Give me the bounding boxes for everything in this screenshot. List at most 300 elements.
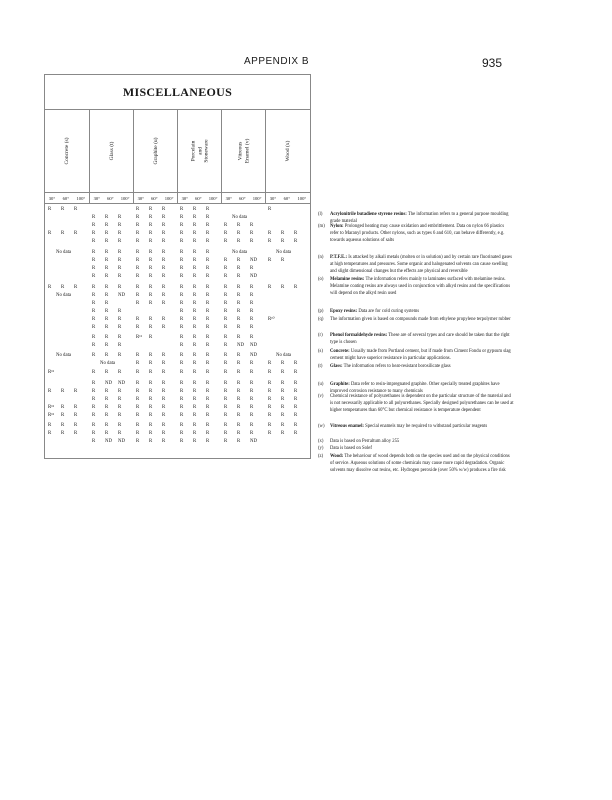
table-cell: R bbox=[92, 293, 96, 298]
table-cell: R bbox=[180, 423, 184, 428]
footnote-key: (t) bbox=[318, 364, 323, 369]
table-cell: R bbox=[193, 215, 197, 220]
table-row bbox=[45, 223, 310, 231]
table-cell: R bbox=[180, 293, 184, 298]
table-cell: R bbox=[193, 397, 197, 402]
table-cell: R bbox=[224, 381, 228, 386]
table-cell: R bbox=[237, 231, 241, 236]
table-cell: R bbox=[162, 381, 166, 386]
temperature-label: 30° bbox=[269, 195, 277, 201]
table-cell: ND bbox=[118, 439, 125, 444]
table-cell: R bbox=[250, 223, 254, 228]
table-cell: R bbox=[294, 285, 298, 290]
temperature-label: 100° bbox=[297, 195, 307, 201]
table-cell: R bbox=[149, 439, 153, 444]
table-cell: R bbox=[105, 405, 109, 410]
table-cell: R bbox=[193, 413, 197, 418]
temperature-label: 60° bbox=[62, 195, 70, 201]
table-cell: R bbox=[250, 381, 254, 386]
table-row bbox=[45, 405, 310, 413]
table-cell: R bbox=[281, 239, 285, 244]
table-cell: R bbox=[105, 370, 109, 375]
table-cell: R bbox=[162, 293, 166, 298]
table-cell: R bbox=[136, 239, 140, 244]
footnote-term: Epoxy resins: bbox=[330, 309, 358, 314]
footnote-term: Graphite: bbox=[330, 382, 350, 387]
table-cell: R¹³ bbox=[48, 413, 55, 418]
footnote bbox=[318, 423, 514, 430]
table-cell: R bbox=[74, 231, 78, 236]
table-cell: R bbox=[206, 266, 210, 271]
no-data-cell: No data bbox=[56, 353, 72, 358]
table-cell: R bbox=[250, 405, 254, 410]
table-body bbox=[45, 204, 310, 458]
table-cell: R bbox=[237, 239, 241, 244]
table-cell: R bbox=[281, 413, 285, 418]
table-cell: R bbox=[224, 301, 228, 306]
table-cell: ND bbox=[105, 439, 112, 444]
table-cell: R bbox=[250, 309, 254, 314]
table-cell: R bbox=[294, 423, 298, 428]
footnote bbox=[318, 223, 514, 245]
table-cell: R bbox=[105, 285, 109, 290]
table-cell: R bbox=[237, 223, 241, 228]
table-cell: R bbox=[237, 431, 241, 436]
temperature-group bbox=[134, 193, 178, 203]
footnote-body: Data refer to resin-impregnated graphite. Other specially treated graphites have improved corrosion resistance to many chemicals bbox=[330, 382, 500, 395]
table-cell: R bbox=[92, 413, 96, 418]
table-cell: R bbox=[180, 274, 184, 279]
table-cell: R bbox=[193, 231, 197, 236]
table-cell: R bbox=[250, 361, 254, 366]
table-cell: R bbox=[149, 215, 153, 220]
table-cell: R bbox=[193, 431, 197, 436]
table-cell: R bbox=[118, 274, 122, 279]
table-cell: R bbox=[268, 239, 272, 244]
footnote-key: (x) bbox=[318, 439, 324, 444]
footnote-key: (y) bbox=[318, 446, 324, 451]
footnote bbox=[318, 393, 514, 415]
table-cell: R bbox=[206, 381, 210, 386]
table-cell: R bbox=[149, 370, 153, 375]
table-cell: R bbox=[162, 250, 166, 255]
table-cell: R bbox=[136, 266, 140, 271]
column-header: Graphite (u) bbox=[134, 110, 178, 192]
table-cell: R bbox=[206, 405, 210, 410]
table-cell: R bbox=[118, 423, 122, 428]
table-cell: R bbox=[105, 397, 109, 402]
table-cell: R bbox=[268, 389, 272, 394]
table-cell: R bbox=[92, 266, 96, 271]
table-cell: R bbox=[149, 389, 153, 394]
table-cell: R bbox=[92, 353, 96, 358]
table-cell: ND bbox=[118, 293, 125, 298]
table-cell: R bbox=[193, 258, 197, 263]
table-cell: R bbox=[118, 215, 122, 220]
temperature-label: 100° bbox=[208, 195, 218, 201]
table-cell: R bbox=[105, 325, 109, 330]
table-row bbox=[45, 231, 310, 239]
table-cell: R bbox=[180, 325, 184, 330]
table-cell: R bbox=[193, 335, 197, 340]
table-cell: R bbox=[206, 423, 210, 428]
table-cell: ND bbox=[250, 439, 257, 444]
table-cell: R bbox=[294, 413, 298, 418]
table-cell: R bbox=[149, 266, 153, 271]
table-cell: R bbox=[206, 231, 210, 236]
footnote-body: Special enamels may be required to withstand particular reagents bbox=[363, 424, 488, 429]
table-title: MISCELLANEOUS bbox=[45, 75, 310, 110]
footnote-term: Nylon: bbox=[330, 224, 344, 229]
table-cell: R bbox=[268, 381, 272, 386]
footnote-text bbox=[330, 445, 514, 452]
temperature-label: 100° bbox=[164, 195, 174, 201]
table-cell: R bbox=[237, 301, 241, 306]
table-cell: R bbox=[180, 343, 184, 348]
table-cell: R bbox=[193, 285, 197, 290]
table-cell: R bbox=[149, 285, 153, 290]
footnote-key: (z) bbox=[318, 454, 324, 459]
footnote-key: (q) bbox=[318, 317, 324, 322]
table-row bbox=[45, 285, 310, 293]
temperature-label: 60° bbox=[239, 195, 246, 201]
table-cell: R bbox=[193, 423, 197, 428]
table-cell: R bbox=[118, 258, 122, 263]
table-cell: R bbox=[206, 397, 210, 402]
footnote-body: Usually made from Portland cement, but if made from Ciment Fondu or gypsum slag cement might have superior resistance in particular applications. bbox=[330, 349, 511, 362]
table-cell: R bbox=[180, 353, 184, 358]
footnote-term: Acrylonitrile butadiene styrene resins: bbox=[330, 212, 407, 217]
table-cell: R bbox=[224, 335, 228, 340]
table-cell: R bbox=[105, 413, 109, 418]
table-row bbox=[45, 353, 310, 361]
table-cell: R bbox=[162, 405, 166, 410]
footnote-text bbox=[330, 316, 514, 323]
table-cell: R bbox=[48, 389, 52, 394]
footnote bbox=[318, 308, 514, 315]
table-cell: R bbox=[92, 431, 96, 436]
table-cell: R bbox=[48, 231, 52, 236]
table-cell: R bbox=[224, 317, 228, 322]
table-cell: R bbox=[180, 231, 184, 236]
table-cell: R bbox=[149, 413, 153, 418]
temperature-group bbox=[222, 193, 266, 203]
table-row bbox=[45, 361, 310, 369]
temperature-label: 100° bbox=[120, 195, 130, 201]
footnote-key: (u) bbox=[318, 382, 324, 387]
table-cell: R bbox=[162, 397, 166, 402]
footnote-body: The information refers to heat-resistant borosilicate glass bbox=[342, 364, 451, 369]
temperature-label: 30° bbox=[181, 195, 188, 201]
table-cell: R bbox=[149, 325, 153, 330]
table-row bbox=[45, 335, 310, 343]
table-cell: R bbox=[162, 423, 166, 428]
table-cell: R bbox=[268, 405, 272, 410]
table-cell: R bbox=[105, 250, 109, 255]
table-cell: R bbox=[118, 431, 122, 436]
table-cell: R bbox=[149, 397, 153, 402]
table-cell: R bbox=[224, 223, 228, 228]
table-cell: R bbox=[237, 266, 241, 271]
footnote-text bbox=[330, 393, 514, 415]
table-cell: R bbox=[149, 431, 153, 436]
table-cell: R bbox=[162, 274, 166, 279]
table-cell: R bbox=[61, 207, 65, 212]
table-cell: R bbox=[237, 381, 241, 386]
table-cell: R bbox=[237, 258, 241, 263]
table-cell: R bbox=[237, 274, 241, 279]
table-cell: R bbox=[74, 285, 78, 290]
table-cell: R bbox=[206, 413, 210, 418]
table-cell: R bbox=[118, 353, 122, 358]
table-cell: R bbox=[92, 301, 96, 306]
table-cell: ND bbox=[250, 353, 257, 358]
table-cell: R bbox=[136, 431, 140, 436]
table-cell: R bbox=[206, 215, 210, 220]
table-cell: R bbox=[206, 353, 210, 358]
footnote-body: The behaviour of wood depends both on the species used and on the physical conditions of service. Aqueous solutions of some chemicals may cause more rapid degradation. Organic solvents may dissolve out resins, etc. Hydrogen peroxide (over 50% w/w) produces a fire risk bbox=[330, 454, 510, 474]
table-cell: R¹³ bbox=[48, 405, 55, 410]
no-data-cell: No data bbox=[232, 215, 248, 220]
table-cell: R bbox=[118, 266, 122, 271]
table-cell: R bbox=[193, 325, 197, 330]
table-cell: R bbox=[149, 293, 153, 298]
table-cell: R bbox=[61, 431, 65, 436]
table-cell: R bbox=[149, 381, 153, 386]
table-cell: R bbox=[92, 423, 96, 428]
table-cell: R bbox=[149, 223, 153, 228]
table-row bbox=[45, 250, 310, 258]
table-cell: R bbox=[92, 223, 96, 228]
table-cell: R bbox=[268, 423, 272, 428]
table-cell: R bbox=[149, 335, 153, 340]
table-cell: R bbox=[193, 309, 197, 314]
table-cell: R bbox=[180, 397, 184, 402]
table-cell: R bbox=[149, 317, 153, 322]
table-cell: R bbox=[268, 413, 272, 418]
table-cell: R bbox=[162, 239, 166, 244]
table-row bbox=[45, 389, 310, 397]
table-cell: R bbox=[118, 250, 122, 255]
table-cell: R bbox=[136, 325, 140, 330]
table-cell: R bbox=[250, 335, 254, 340]
table-cell: R bbox=[136, 274, 140, 279]
table-cell: R bbox=[250, 431, 254, 436]
table-cell: ND bbox=[250, 343, 257, 348]
footnote-key: (r) bbox=[318, 333, 323, 338]
table-cell: R bbox=[48, 207, 52, 212]
table-cell: R bbox=[180, 361, 184, 366]
table-cell: R bbox=[224, 405, 228, 410]
table-cell: R bbox=[193, 293, 197, 298]
table-cell: R bbox=[281, 231, 285, 236]
table-cell: R bbox=[149, 423, 153, 428]
table-cell: R bbox=[281, 389, 285, 394]
table-cell: R bbox=[206, 285, 210, 290]
temperature-group bbox=[90, 193, 134, 203]
table-cell: R bbox=[250, 423, 254, 428]
footnote-text bbox=[330, 363, 514, 370]
table-cell: R bbox=[92, 317, 96, 322]
footnote bbox=[318, 453, 514, 475]
table-cell: R bbox=[237, 389, 241, 394]
table-cell: R bbox=[180, 413, 184, 418]
column-headers bbox=[45, 110, 310, 193]
column-header: Wood (x) bbox=[284, 140, 291, 162]
table-cell: R bbox=[162, 413, 166, 418]
table-cell: R bbox=[193, 353, 197, 358]
table-cell: R bbox=[268, 361, 272, 366]
table-cell: R bbox=[180, 389, 184, 394]
temperature-label: 30° bbox=[225, 195, 232, 201]
table-cell: R bbox=[250, 370, 254, 375]
footnote-body: The information given is based on compounds made from ethylene propylene terpolymer rubber bbox=[330, 317, 511, 322]
footnote-key: (l) bbox=[318, 212, 323, 217]
footnote bbox=[318, 332, 514, 346]
table-row bbox=[45, 239, 310, 247]
table-cell: R bbox=[250, 266, 254, 271]
table-cell: R bbox=[206, 250, 210, 255]
footnote-body: Data is based on Perraltum alloy 255 bbox=[330, 439, 400, 444]
table-cell: R¹¹ bbox=[136, 335, 143, 340]
table-cell: R bbox=[206, 431, 210, 436]
table-cell: R bbox=[149, 231, 153, 236]
table-cell: R bbox=[237, 309, 241, 314]
table-cell: R bbox=[237, 317, 241, 322]
table-cell: R bbox=[193, 266, 197, 271]
table-cell: R bbox=[105, 309, 109, 314]
table-cell: R bbox=[224, 343, 228, 348]
table-cell: R bbox=[162, 325, 166, 330]
table-cell: R bbox=[92, 215, 96, 220]
table-cell: R bbox=[237, 361, 241, 366]
table-cell: R bbox=[250, 397, 254, 402]
table-cell: R bbox=[224, 389, 228, 394]
table-cell: R bbox=[224, 361, 228, 366]
table-cell: R bbox=[206, 301, 210, 306]
table-cell: R bbox=[237, 335, 241, 340]
footnote-text bbox=[330, 423, 514, 430]
table-cell: R bbox=[281, 361, 285, 366]
table-cell: R bbox=[180, 405, 184, 410]
table-cell: R bbox=[224, 397, 228, 402]
table-cell: R bbox=[193, 250, 197, 255]
footnote bbox=[318, 254, 514, 276]
table-cell: R bbox=[224, 353, 228, 358]
table-cell: R bbox=[92, 309, 96, 314]
table-cell: R bbox=[224, 293, 228, 298]
table-cell: R bbox=[136, 317, 140, 322]
table-cell: R bbox=[162, 353, 166, 358]
column-header: Concrete (s) bbox=[45, 110, 90, 192]
table-cell: R bbox=[136, 389, 140, 394]
table-cell: R bbox=[224, 258, 228, 263]
temperature-label: 60° bbox=[107, 195, 114, 201]
table-cell: R bbox=[92, 239, 96, 244]
table-cell: R bbox=[61, 413, 65, 418]
footnote-term: Glass: bbox=[330, 364, 343, 369]
table-cell: R bbox=[237, 413, 241, 418]
table-cell: R bbox=[193, 439, 197, 444]
table-cell: R bbox=[92, 439, 96, 444]
temperature-label: 60° bbox=[283, 195, 291, 201]
table-cell: R bbox=[180, 223, 184, 228]
table-row bbox=[45, 215, 310, 223]
table-cell: R bbox=[162, 215, 166, 220]
table-cell: R bbox=[118, 389, 122, 394]
table-cell: R bbox=[281, 423, 285, 428]
table-cell: R bbox=[281, 431, 285, 436]
table-cell: R bbox=[118, 343, 122, 348]
table-cell: R bbox=[74, 405, 78, 410]
table-cell: R bbox=[105, 343, 109, 348]
page-number: 935 bbox=[482, 56, 503, 70]
table-row bbox=[45, 301, 310, 309]
temperature-label: 60° bbox=[195, 195, 202, 201]
table-cell: R bbox=[92, 381, 96, 386]
table-cell: R bbox=[193, 223, 197, 228]
table-cell: R bbox=[206, 439, 210, 444]
table-cell: R bbox=[74, 207, 78, 212]
table-cell: R bbox=[136, 381, 140, 386]
table-cell: R bbox=[294, 397, 298, 402]
temperature-group bbox=[45, 193, 90, 203]
footnote-key: (o) bbox=[318, 277, 324, 282]
table-cell: R bbox=[180, 239, 184, 244]
table-cell: R bbox=[180, 285, 184, 290]
table-row bbox=[45, 413, 310, 421]
column-header: Porcelain and Stoneware bbox=[178, 110, 222, 192]
table-cell: R bbox=[162, 361, 166, 366]
table-cell: R bbox=[180, 317, 184, 322]
table-cell: R bbox=[105, 293, 109, 298]
table-cell: R bbox=[224, 423, 228, 428]
table-cell: R bbox=[149, 274, 153, 279]
table-cell: R bbox=[136, 405, 140, 410]
table-cell: R bbox=[136, 361, 140, 366]
table-cell: ND bbox=[250, 258, 257, 263]
table-cell: R bbox=[105, 423, 109, 428]
table-cell: R bbox=[118, 325, 122, 330]
table-cell: R bbox=[105, 239, 109, 244]
table-cell: R bbox=[136, 223, 140, 228]
table-row bbox=[45, 423, 310, 431]
table-row bbox=[45, 293, 310, 301]
table-cell: R bbox=[180, 207, 184, 212]
table-cell: R bbox=[224, 231, 228, 236]
column-header: Glass (t) bbox=[90, 110, 134, 192]
table-cell: R bbox=[92, 343, 96, 348]
table-cell: R bbox=[268, 285, 272, 290]
table-cell: R bbox=[162, 207, 166, 212]
table-cell: R bbox=[250, 231, 254, 236]
table-cell: R bbox=[193, 370, 197, 375]
footnote-key: (n) bbox=[318, 255, 324, 260]
footnote bbox=[318, 445, 514, 452]
footnote-body: Prolonged heating may cause oxidation and embrittlement. Data on nylon 66 plastics refer to Maranyl products. Other nylons, such as types 6 and 610, can behave differently, e.g. towards aqueous solutions of salts bbox=[330, 224, 505, 244]
table-cell: R bbox=[268, 370, 272, 375]
table-cell: R bbox=[118, 231, 122, 236]
table-cell: R bbox=[206, 389, 210, 394]
table-cell: R bbox=[250, 317, 254, 322]
column-header: Vitreous Enamel (v) bbox=[222, 110, 266, 192]
table-cell: R bbox=[237, 285, 241, 290]
table-cell: R bbox=[92, 397, 96, 402]
table-cell: R bbox=[136, 231, 140, 236]
temperature-label: 30° bbox=[137, 195, 144, 201]
temperature-group bbox=[178, 193, 222, 203]
table-cell: R bbox=[224, 274, 228, 279]
